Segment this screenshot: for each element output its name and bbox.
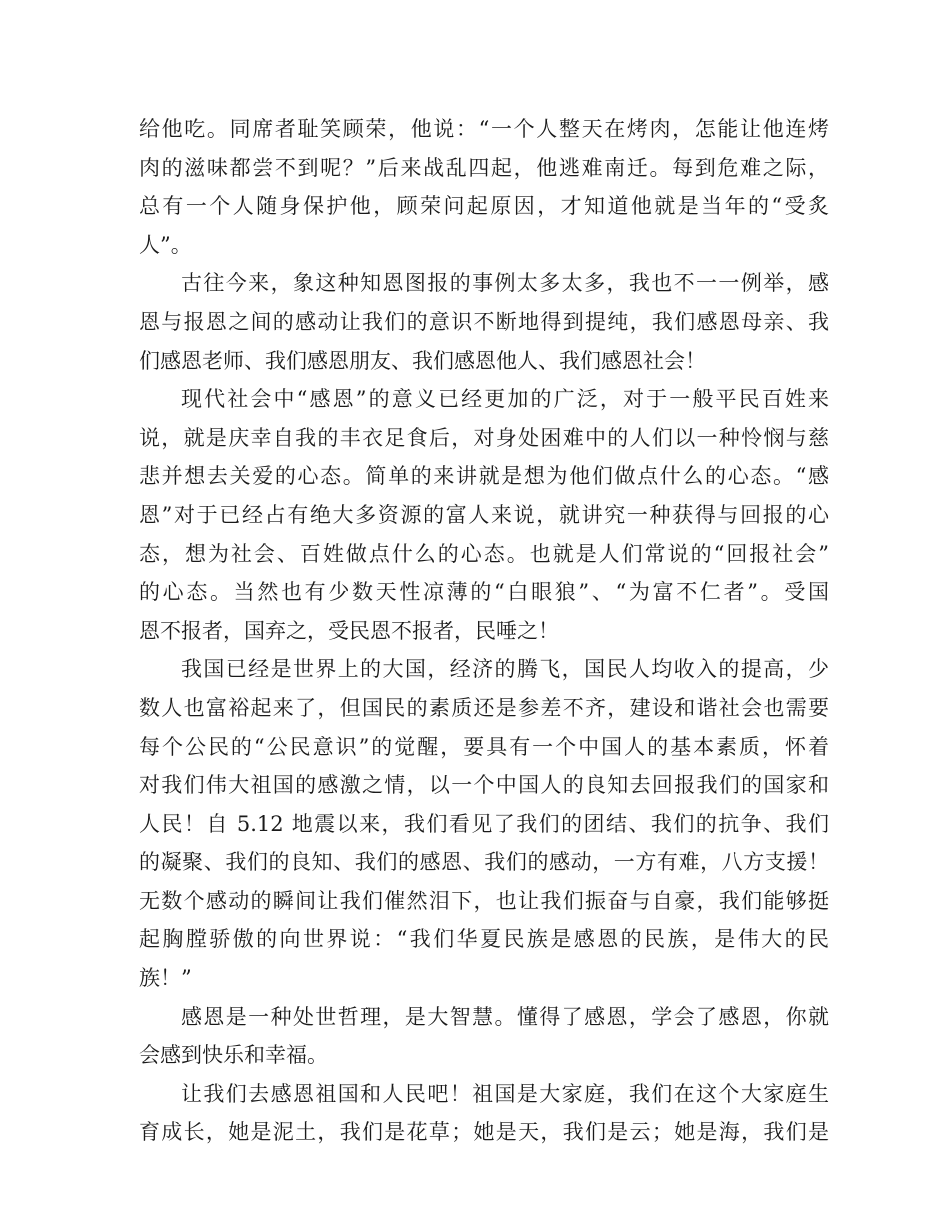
text-line: 无数个感动的瞬间让我们催然泪下，也让我们振奋与自豪，我们能够挺	[139, 888, 829, 913]
paragraph	[139, 380, 829, 650]
text-line: 恩”对于已经占有绝大多资源的富人来说，就讲究一种获得与回报的心	[139, 502, 829, 527]
text-line: 现代社会中“感恩”的意义已经更加的广泛，对于一般平民百姓来	[181, 387, 829, 412]
paragraph	[139, 110, 829, 264]
text-line: 起胸膛骄傲的向世界说：“我们华夏民族是感恩的民族，是伟大的民	[139, 927, 829, 952]
paragraph	[139, 650, 829, 997]
paragraph	[139, 1075, 829, 1152]
text-line: 会感到快乐和幸福。	[139, 1043, 328, 1068]
text-line: 给他吃。同席者耻笑顾荣，他说：“一个人整天在烤肉，怎能让他连烤	[139, 117, 829, 141]
text-line: 感恩是一种处世哲理，是大智慧。懂得了感恩，学会了感恩，你就	[181, 1004, 829, 1029]
text-line: 态，想为社会、百姓做点什么的心态。也就是人们常说的“回报社会”	[139, 541, 829, 566]
text-line: 们感恩老师、我们感恩朋友、我们感恩他人、我们感恩社会！	[139, 348, 706, 373]
text-line: 古往今来，象这种知恩图报的事例太多太多，我也不一一例举，感	[181, 271, 829, 296]
text-line: 让我们去感恩祖国和人民吧！祖国是大家庭，我们在这个大家庭生	[181, 1081, 829, 1106]
text-line: 悲并想去关爱的心态。简单的来讲就是想为他们做点什么的心态。“感	[139, 464, 829, 489]
text-line: 数人也富裕起来了，但国民的素质还是参差不齐，建设和谐社会也需要	[139, 695, 829, 720]
text-line: 总有一个人随身保护他，顾荣问起原因，才知道他就是当年的“受炙	[139, 194, 829, 219]
text-line: 恩与报恩之间的感动让我们的意识不断地得到提纯，我们感恩母亲、我	[139, 309, 829, 334]
text-line: 的心态。当然也有少数天性凉薄的“白眼狼”、“为富不仁者”。受国	[139, 580, 829, 605]
paragraph	[139, 998, 829, 1075]
text-line: 说，就是庆幸自我的丰衣足食后，对身处困难中的人们以一种怜悯与慈	[139, 425, 829, 450]
text-line: 人”。	[139, 232, 192, 257]
text-line: 育成长，她是泥土，我们是花草；她是天，我们是云；她是海，我们是	[139, 1120, 829, 1145]
document-body	[139, 110, 829, 1152]
text-line: 我国已经是世界上的大国，经济的腾飞，国民人均收入的提高，少	[181, 657, 829, 682]
text-line: 的凝聚、我们的良知、我们的感恩、我们的感动，一方有难，八方支援！	[139, 850, 829, 875]
text-line: 对我们伟大祖国的感激之情，以一个中国人的良知去回报我们的国家和	[139, 773, 829, 798]
text-line: 每个公民的“公民意识”的觉醒，要具有一个中国人的基本素质，怀着	[139, 734, 829, 759]
paragraph	[139, 264, 829, 380]
text-line: 恩不报者，国弃之，受民恩不报者，民唾之！	[139, 618, 559, 643]
text-line: 族！”	[139, 966, 192, 991]
text-line: 人民！自 5.12 地震以来，我们看见了我们的团结、我们的抗争、我们	[139, 811, 829, 836]
text-line: 肉的滋味都尝不到呢？”后来战乱四起，他逃难南迁。每到危难之际，	[139, 155, 829, 180]
